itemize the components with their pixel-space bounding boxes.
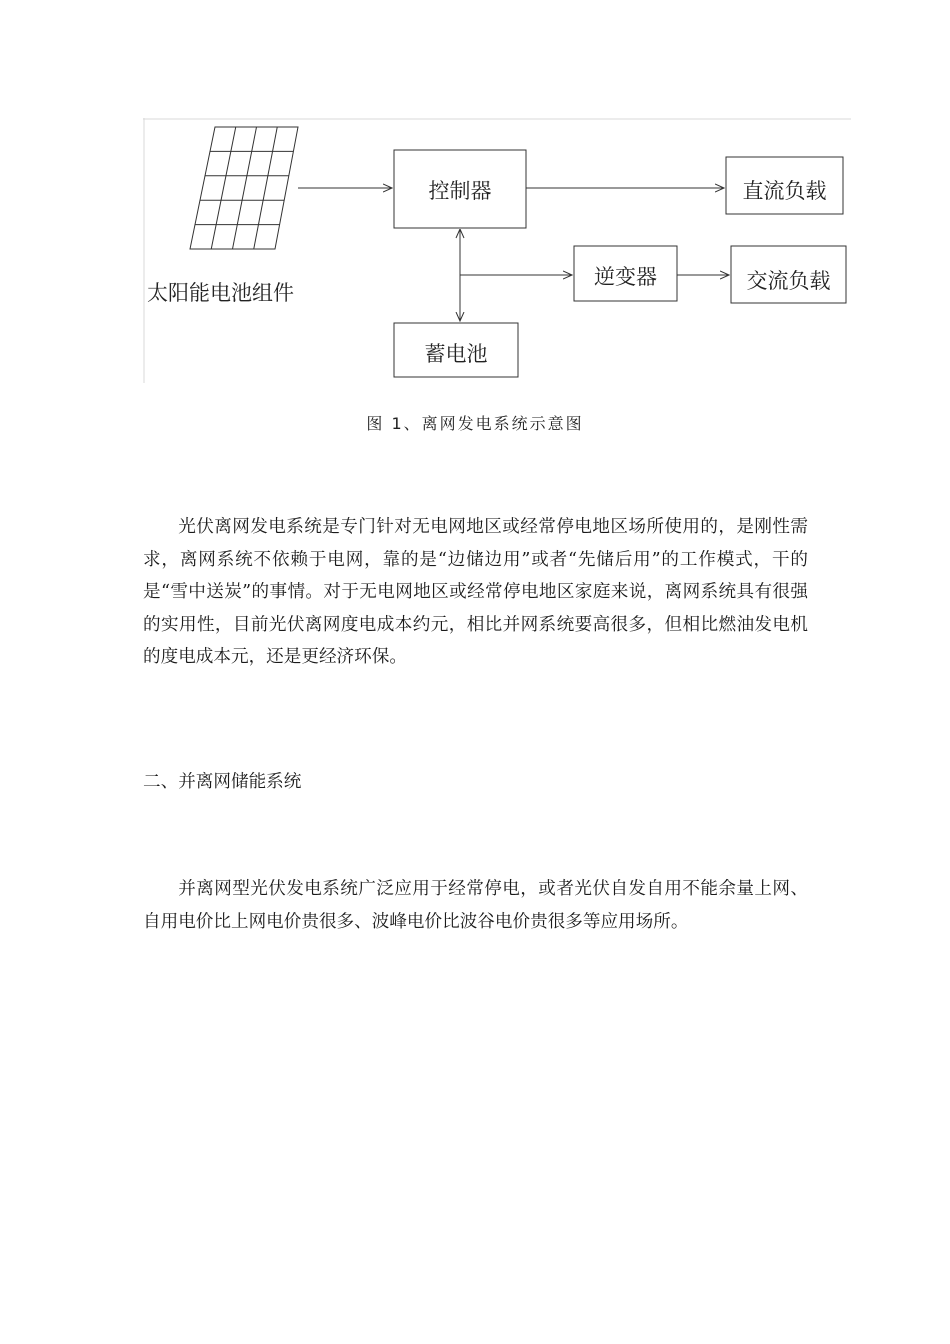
dc-load-label: 直流负载 <box>742 179 827 203</box>
section-heading: 二、并离网储能系统 <box>143 772 302 792</box>
ac-load-label: 交流负载 <box>746 269 831 293</box>
figure-caption: 图 1、离网发电系统示意图 <box>366 414 584 433</box>
solar-panel-label: 太阳能电池组件 <box>147 281 294 305</box>
inverter-label: 逆变器 <box>594 265 657 289</box>
paragraph-hybrid: 并离网型光伏发电系统广泛应用于经常停电，或者光伏自发自用不能余量上网、自用电价比上网电价贵很多、波峰电价比波谷电价贵很多等应用场所。 <box>143 879 808 932</box>
paragraph-off-grid: 光伏离网发电系统是专门针对无电网地区或经常停电地区场所使用的，是刚性需求，离网系统不依赖于电网，靠的是“边储边用”或者“先储后用”的工作模式，干的是“雪中送炭”的事情。对于无电网地区或经常停电地区家庭来说，离网系统具有很强的实用性，目前光伏离网度电成本约元，相比并网系统要高很多，但相比燃油发电机的度电成本元，还是更经济环保。 <box>143 517 808 667</box>
battery-label: 蓄电池 <box>424 342 488 366</box>
controller-label: 控制器 <box>428 179 492 203</box>
solar-panel-icon <box>190 127 298 249</box>
off-grid-system-diagram <box>143 118 851 383</box>
